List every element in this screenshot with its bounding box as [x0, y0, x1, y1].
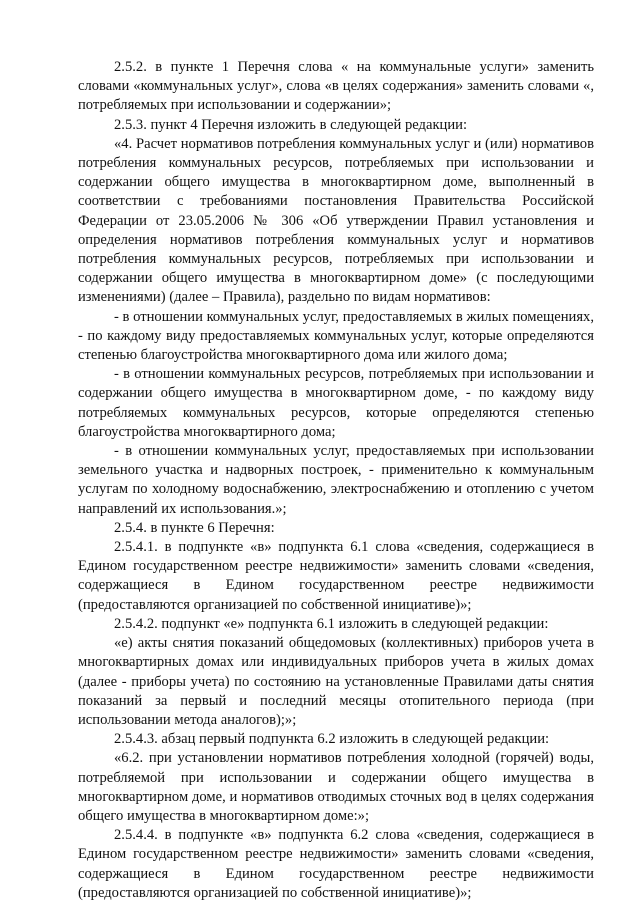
paragraph-2-5-4: 2.5.4. в пункте 6 Перечня:: [114, 519, 275, 536]
document-page: [78, 58, 594, 903]
paragraph-2-5-2: 2.5.2. в пункте 1 Перечня слова « на коммунальные услуги» заменить словами «коммунальных услуг», слова «в целях содержания» заменить словами «, потребляемых при использовании и содержании»;: [78, 59, 594, 114]
paragraph-2-5-4-2: 2.5.4.2. подпункт «е» подпункта 6.1 изложить в следующей редакции:: [114, 615, 549, 632]
list-item-common-property: - в отношении коммунальных ресурсов, потребляемых при использовании и содержании общего имущества в многоквартирном доме, - по каждому виду потребляемых коммунальных ресурсов, которые определяются степенью благоустройства многоквартирного дома;: [78, 366, 594, 440]
paragraph-2-5-3: 2.5.3. пункт 4 Перечня изложить в следующей редакции:: [114, 116, 468, 133]
paragraph-item-4: «4. Расчет нормативов потребления коммунальных услуг и (или) нормативов потребления коммунальных ресурсов, потребляемых при использовании и содержании общего имущества в многоквартирном доме, выполненный в соответствии с требованиями постановления Правительства Российской Федерации от 23.05.2006 № 306 «Об утверждении Правил установления и определения нормативов потребления коммунальных услуг и нормативов потребления коммунальных ресурсов, потребляемых при использовании и содержании общего имущества в многоквартирном доме» (с последующими изменениями) (далее – Правила), раздельно по видам нормативов:: [78, 135, 594, 306]
paragraph-6-2: «6.2. при установлении нормативов потребления холодной (горячей) воды, потребляемой при использовании и содержании общего имущества в многоквартирном доме, и нормативов отводимых сточных вод в целях содержания общего имущества в многоквартирном доме:»;: [78, 750, 594, 824]
list-item-residential: - в отношении коммунальных услуг, предоставляемых в жилых помещениях, - по каждому виду предоставляемых коммунальных услуг, которые определяются степенью благоустройства многоквартирного дома или жилого дома;: [78, 308, 594, 364]
paragraph-2-5-4-3: 2.5.4.3. абзац первый подпункта 6.2 изложить в следующей редакции:: [114, 731, 550, 748]
paragraph-2-5-4-4: 2.5.4.4. в подпункте «в» подпункта 6.2 слова «сведения, содержащиеся в Едином государственном реестре недвижимости» заменить словами «сведения, содержащиеся в Едином государственном реестре недвижимости (предоставляются организацией по собственной инициативе)»;: [78, 827, 594, 901]
paragraph-2-5-4-1: 2.5.4.1. в подпункте «в» подпункта 6.1 слова «сведения, содержащиеся в Едином государственном реестре недвижимости» заменить словами «сведения, содержащиеся в Едином государственном реестре недвижимости (предоставляются организацией по собственной инициативе)»;: [78, 539, 594, 613]
paragraph-subitem-e: «е) акты снятия показаний общедомовых (коллективных) приборов учета в многоквартирных домах или индивидуальных приборов учета в жилых домах (далее - приборы учета) по состоянию на установленные Правилами даты снятия показаний за первый и последний месяцы отопительного периода (при использовании метода аналогов);»;: [78, 635, 594, 728]
list-item-land-plot: - в отношении коммунальных услуг, предоставляемых при использовании земельного участка и надворных построек, - применительно к коммунальным услугам по холодному водоснабжению, электроснабжению и отоплению с учетом направлений их использования.»;: [78, 443, 594, 517]
